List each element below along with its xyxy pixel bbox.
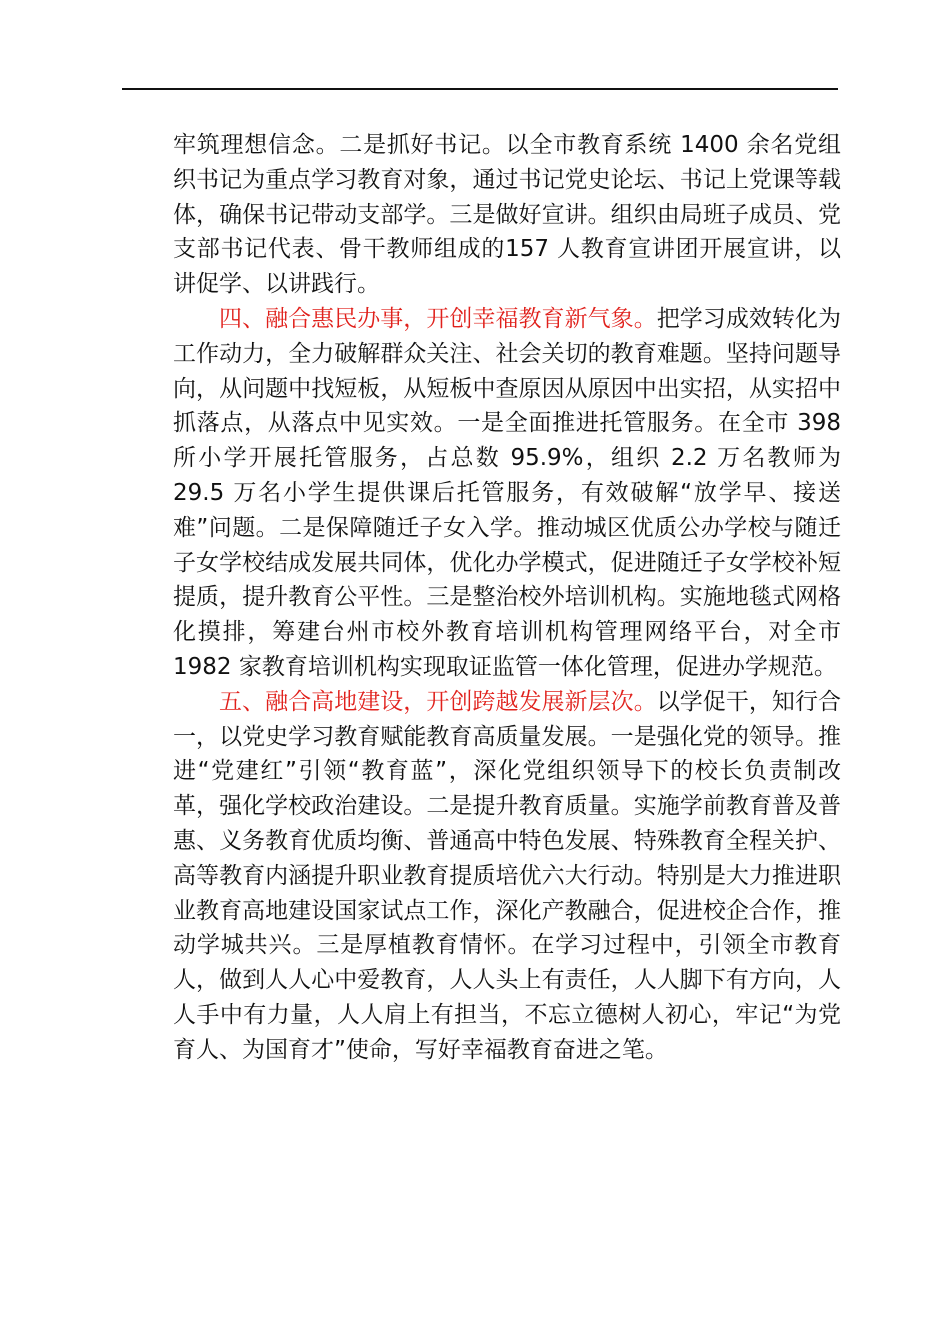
paragraph-section-four: [173, 302, 841, 685]
paragraph-text: 牢筑理想信念。二是抓好书记。以全市教育系统 1400 余名党组织书记为重点学习教育对象，通过书记党史论坛、书记上党课等载体，确保书记带动支部学。三是做好宣讲。组织由局班子成员、党支部书记代表、骨干教师组成的157 人教育宣讲团开展宣讲，以讲促学、以讲践行。: [173, 132, 841, 298]
paragraph-text: 以学促干，知行合一，以党史学习教育赋能教育高质量发展。一是强化党的领导。推进“党建红”引领“教育蓝”，深化党组织领导下的校长负责制改革，强化学校政治建设。二是提升教育质量。实施学前教育普及普惠、义务教育优质均衡、普通高中特色发展、特殊教育全程关护、高等教育内涵提升职业教育提质培优六大行动。特别是大力推进职业教育高地建设国家试点工作，深化产教融合，促进校企合作，推动学城共兴。三是厚植教育情怀。在学习过程中，引领全市教育人，做到人人心中爱教育，人人头上有责任，人人脚下有方向，人人手中有力量，人人肩上有担当，不忘立德树人初心，牢记“为党育人、为国育才”使命，写好幸福教育奋进之笔。: [173, 688, 842, 1063]
section-heading: 五、融合高地建设，开创跨越发展新层次。: [219, 688, 657, 715]
paragraph-continuation: [173, 128, 841, 302]
section-heading: 四、融合惠民办事，开创幸福教育新气象。: [219, 305, 657, 332]
header-rule: [122, 88, 838, 90]
document-body: [173, 128, 841, 1068]
paragraph-section-five: [173, 685, 841, 1068]
paragraph-text: 把学习成效转化为工作动力，全力破解群众关注、社会关切的教育难题。坚持问题导向，从问题中找短板，从短板中查原因从原因中出实招，从实招中抓落点，从落点中见实效。一是全面推进托管服务。在全市 398 所小学开展托管服务，占总数 95.9%，组织 2.2 万名教师为 29.5 万名小学生提供课后托管服务，有效破解“放学早、接送难”问题。二是保障随迁子女入学。推动城区优质公办学校与随迁子女学校结成发展共同体，优化办学模式，促进随迁子女学校补短提质，提升教育公平性。三是整治校外培训机构。实施地毯式网格化摸排，筹建台州市校外教育培训机构管理网络平台，对全市 1982 家教育培训机构实现取证监管一体化管理，促进办学规范。: [173, 305, 842, 680]
